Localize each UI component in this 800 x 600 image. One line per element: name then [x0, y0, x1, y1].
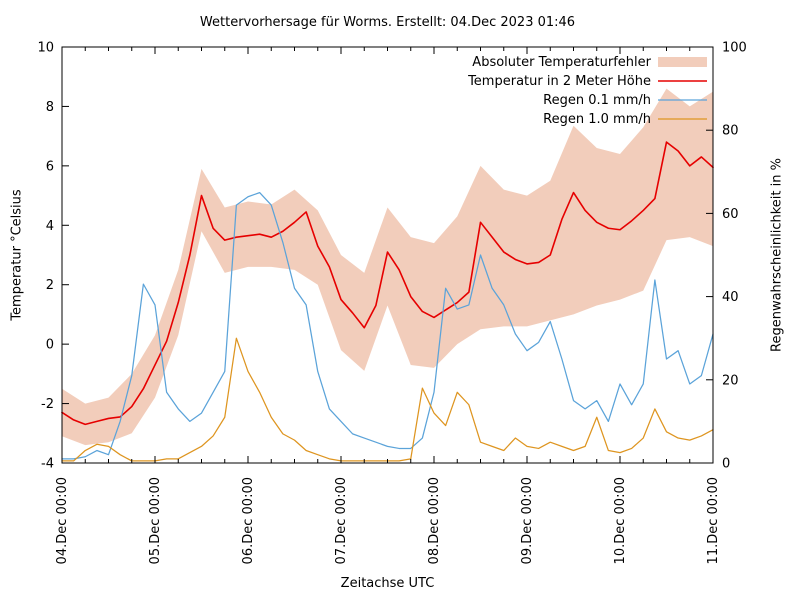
y-right-tick-label: 20	[722, 373, 739, 389]
y-right-tick-label: 40	[722, 290, 739, 306]
x-tick-label: 09.Dec 00:00	[520, 477, 535, 565]
x-tick-label: 08.Dec 00:00	[427, 477, 442, 565]
y-right-tick-label: 100	[722, 40, 747, 56]
x-tick-label: 11.Dec 00:00	[706, 477, 721, 565]
x-tick-label: 04.Dec 00:00	[55, 477, 70, 565]
x-axis-label: Zeitachse UTC	[340, 576, 435, 591]
y-axis-label-left: Temperatur °Celsius	[9, 189, 25, 321]
legend-label: Regen 1.0 mm/h	[543, 112, 651, 127]
legend-label: Temperatur in 2 Meter Höhe	[468, 74, 651, 89]
y-left-tick-label: 6	[45, 159, 54, 175]
x-tick-label: 10.Dec 00:00	[613, 477, 628, 565]
y-left-tick-label: -2	[41, 397, 54, 413]
x-tick-label: 07.Dec 00:00	[334, 477, 349, 565]
temperature-error-band	[62, 89, 713, 446]
y-right-tick-label: 0	[722, 456, 731, 472]
y-left-tick-label: 0	[45, 337, 54, 353]
legend-band-swatch	[658, 57, 707, 67]
y-left-tick-label: -4	[41, 456, 54, 472]
chart-title: Wettervorhersage für Worms. Erstellt: 04.Dec 2023 01:46	[199, 15, 576, 30]
x-tick-label: 05.Dec 00:00	[148, 477, 163, 565]
y-right-tick-label: 80	[722, 123, 739, 139]
legend-label: Regen 0.1 mm/h	[543, 93, 651, 108]
legend-label: Absoluter Temperaturfehler	[472, 55, 651, 70]
y-left-tick-label: 4	[45, 218, 54, 234]
y-left-tick-label: 2	[45, 278, 54, 294]
y-left-tick-label: 8	[45, 99, 54, 115]
y-right-tick-label: 60	[722, 206, 739, 222]
y-axis-label-right: Regenwahrscheinlichkeit in %	[769, 158, 785, 352]
x-tick-label: 06.Dec 00:00	[241, 477, 256, 565]
y-left-tick-label: 10	[37, 40, 54, 56]
